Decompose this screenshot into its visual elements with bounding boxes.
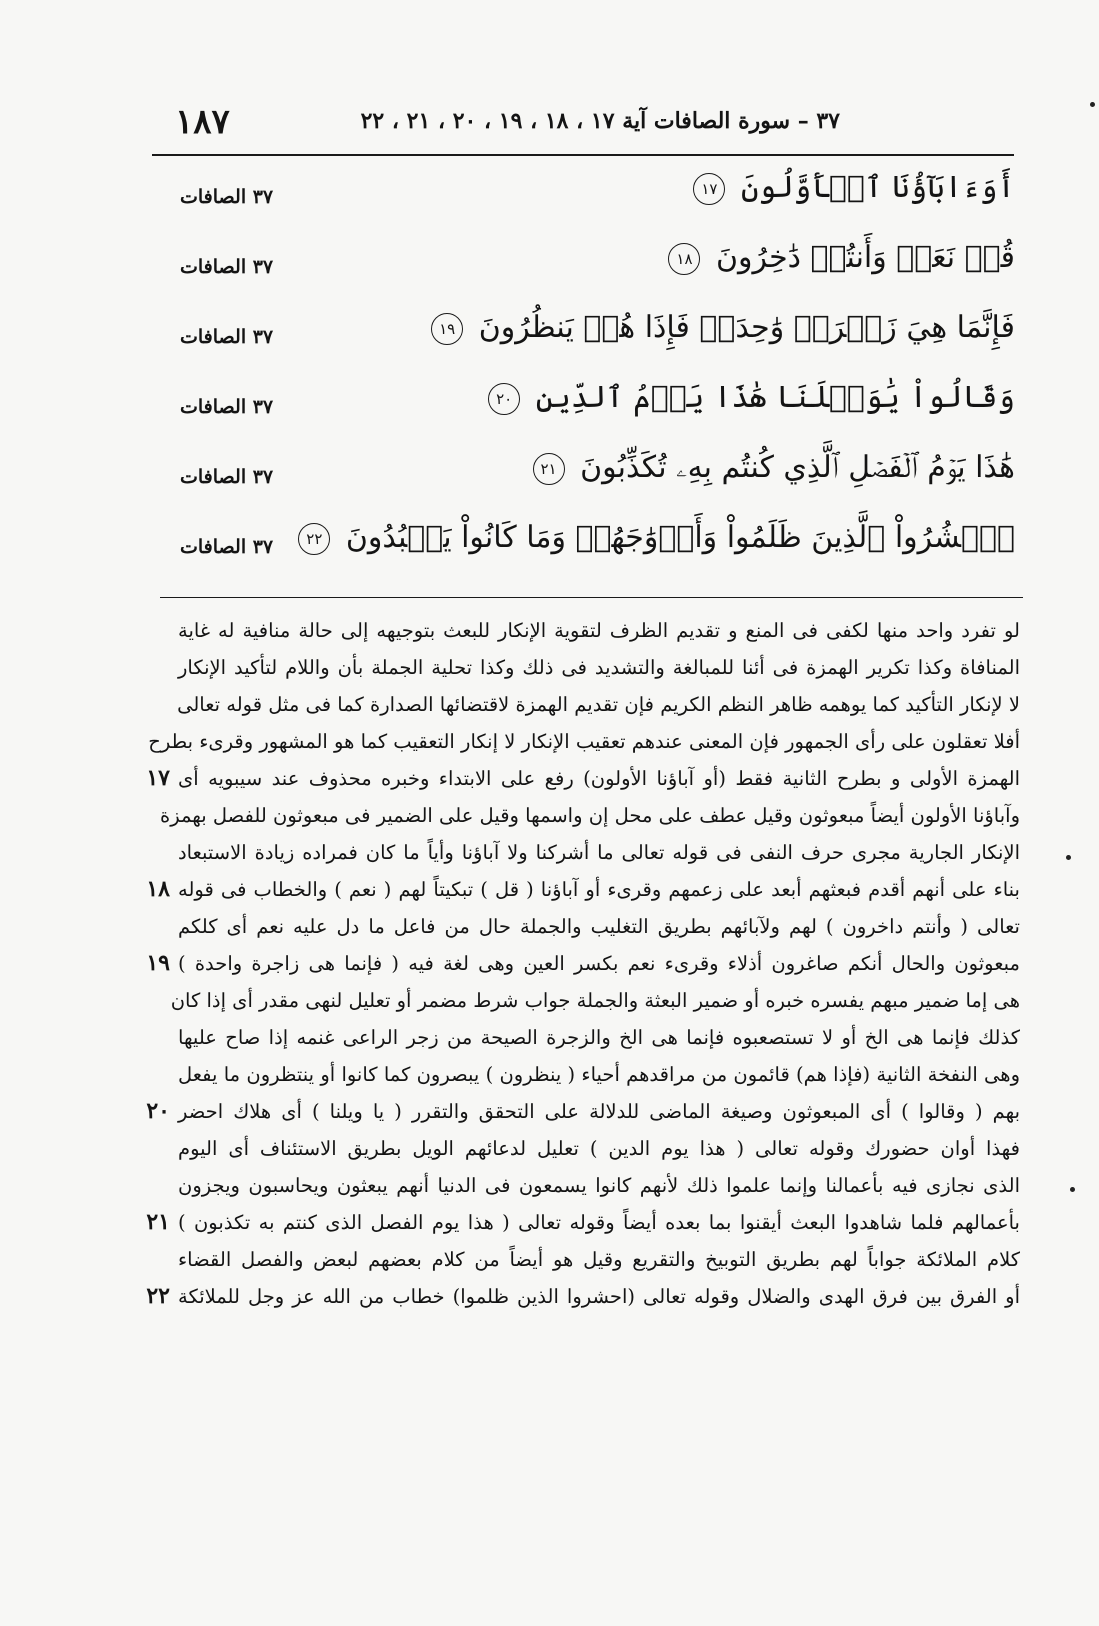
commentary-line: لو تفرد واحد منها لكفى فى المنع و تقديم الظرف لتقوية الإنكار للبعث بتوجيهه إلى حالة منافية له غاية xyxy=(178,619,1020,642)
verse-reference: ٣٧ الصافات xyxy=(180,536,274,558)
commentary-line: بناء على أنهم أقدم فبعثهم أبعد على زعمهم وقرىء أو آباؤنا ( قل ) تبكيتاً لهم ( نعم ) والخطاب فى قوله ١٨ xyxy=(130,871,1020,908)
commentary-line: الذى نجازى فيه بأعمالنا وإنما علموا ذلك لأنهم كانوا يسمعون فى الدنيا أنهم يبعثون ويحاسبون ويجزون xyxy=(178,1174,1020,1197)
verse-number-badge: ٢١ xyxy=(533,453,565,485)
commentary-line: بهم ( وقالوا ) أى المبعوثون وصيغة الماضى للدلالة على التحقق والتقرر ( يا ويلنا ) أى هلاك احضر ٢٠ xyxy=(130,1093,1020,1130)
verse-text: قُلۡ نَعَمۡ وَأَنتُمۡ دَٰخِرُونَ xyxy=(716,240,1015,275)
verse-marker: ٢١ xyxy=(146,1209,170,1235)
verse-marker: ٢٢ xyxy=(146,1283,170,1309)
verse-text: وَقَالُواْ يَٰوَيۡلَنَا هَٰذَا يَوۡمُ ٱلدِّينِ xyxy=(535,380,1015,415)
commentary-line: تعالى ( وأنتم داخرون ) لهم ولآبائهم بطريق التغليب والجملة حال من فاعل ما دل عليه نعم أى كلكم xyxy=(178,915,1020,938)
commentary-line: وآباؤنا الأولون أيضاً مبعوثون وقيل عطف على محل إن واسمها وقيل على الضمير فى مبعوثون للفصل بهمزة xyxy=(160,804,1020,827)
verse-number-badge: ٢٠ xyxy=(488,383,520,415)
scan-mark xyxy=(1090,102,1095,107)
commentary-line: فهذا أوان حضورك وقوله تعالى ( هذا يوم الدين ) تعليل لدعائهم الويل بطريق الاستئناف أى اليوم xyxy=(178,1137,1020,1160)
commentary-line: المنافاة وكذا تكرير الهمزة فى أئنا للمبالغة والتشديد فى ذلك وكذا تحلية الجملة بأن واللام لتأكيد الإنكار xyxy=(178,656,1020,679)
commentary-line: مبعوثون والحال أنكم صاغرون أذلاء وقرىء نعم بكسر العين وهى لغة فيه ( فإنما هى زاجرة واحدة ) ١٩ xyxy=(130,945,1020,982)
verse-block xyxy=(150,166,1015,586)
commentary-line: بأعمالهم فلما شاهدوا البعث أيقنوا بما بعده أيضاً وقوله تعالى ( هذا يوم الفصل الذى كنتم به تكذبون ) ٢١ xyxy=(130,1204,1020,1241)
verse-reference: ٣٧ الصافات xyxy=(180,466,274,488)
section-divider xyxy=(160,597,1023,598)
verse-number-badge: ١٨ xyxy=(668,243,700,275)
verse-number-badge: ١٩ xyxy=(431,313,463,345)
commentary-line: أفلا تعقلون على رأى الجمهور فإن المعنى عندهم تعقيب الإنكار لا إنكار التعقيب كما هو المشهور وقرىء بطرح xyxy=(148,730,1020,753)
verse-marker: ١٧ xyxy=(146,765,170,791)
commentary-line: لا لإنكار التأكيد كما يوهمه ظاهر النظم الكريم فإن تقديم الهمزة لاقتضائها الصدارة كما فى مثل قوله تعالى xyxy=(177,693,1020,716)
page-header xyxy=(150,102,1015,152)
verse-marker: ١٩ xyxy=(146,950,170,976)
verse-text: فَإِنَّمَا هِيَ زَجۡرَةٞ وَٰحِدَةٞ فَإِذَا هُمۡ يَنظُرُونَ xyxy=(478,310,1015,345)
verse-reference: ٣٧ الصافات xyxy=(180,396,274,418)
verse-reference: ٣٧ الصافات xyxy=(180,186,274,208)
commentary-block xyxy=(130,612,1020,1315)
verse-row xyxy=(150,446,1015,516)
verse-text: هَٰذَا يَوۡمُ ٱلۡفَصۡلِ ٱلَّذِي كُنتُم بِهِۦ تُكَذِّبُونَ xyxy=(580,450,1015,485)
running-title: ٣٧ – سورة الصافات آية ١٧ ، ١٨ ، ١٩ ، ٢٠ ، ٢١ ، ٢٢ xyxy=(360,108,840,134)
commentary-line: كذلك فإنما هى الخ أو لا تستصعبوه فإنما هى الخ والزجرة الصيحة من زجر الراعى غنمه إذا صاح عليها xyxy=(178,1026,1020,1049)
verse-reference: ٣٧ الصافات xyxy=(180,326,274,348)
verse-number-badge: ١٧ xyxy=(693,173,725,205)
header-divider xyxy=(152,154,1014,156)
commentary-line: وهى النفخة الثانية (فإذا هم) قائمون من مراقدهم أحياء ( ينظرون ) يبصرون كما كانوا أو ينتظرون ما يفعل xyxy=(178,1063,1020,1086)
verse-row xyxy=(150,236,1015,306)
verse-text: أَوَءَابَآؤُنَا ٱلۡأَوَّلُونَ xyxy=(740,170,1015,205)
commentary-line: الهمزة الأولى و بطرح الثانية فقط (أو آباؤنا الأولون) رفع على الابتداء وخبره محذوف عند سيبويه أى ١٧ xyxy=(130,760,1020,797)
commentary-line: كلام الملائكة جواباً لهم بطريق التوبيخ والتقريع وقيل هو أيضاً من كلام بعضهم لبعض والفصل القضاء xyxy=(178,1248,1020,1271)
verse-row xyxy=(150,166,1015,236)
scan-mark xyxy=(1070,1187,1075,1192)
verse-row xyxy=(150,376,1015,446)
commentary-line: هى إما ضمير مبهم يفسره خبره أو ضمير البعثة والجملة جواب شرط مضمر أو تعليل لنهى مقدر أى إذا كان xyxy=(170,989,1020,1012)
verse-marker: ٢٠ xyxy=(146,1098,170,1124)
verse-marker: ١٨ xyxy=(146,876,170,902)
verse-row xyxy=(150,516,1015,586)
commentary-line: الإنكار الجارية مجرى حرف النفى فى قوله تعالى ما أشركنا ولا آباؤنا وأياً ما كان فمراده زيادة الاستبعاد xyxy=(178,841,1020,864)
verse-reference: ٣٧ الصافات xyxy=(180,256,274,278)
verse-row xyxy=(150,306,1015,376)
verse-number-badge: ٢٢ xyxy=(298,523,330,555)
commentary-line: أو الفرق بين فرق الهدى والضلال وقوله تعالى (احشروا الذين ظلموا) خطاب من الله عز وجل للملائكة ٢٢ xyxy=(130,1278,1020,1315)
scan-mark xyxy=(1066,855,1071,860)
page-number: ١٨٧ xyxy=(175,102,230,142)
verse-text: ٱحۡشُرُواْ ٱلَّذِينَ ظَلَمُواْ وَأَزۡوَٰجَهُمۡ وَمَا كَانُواْ يَعۡبُدُونَ xyxy=(345,520,1015,555)
